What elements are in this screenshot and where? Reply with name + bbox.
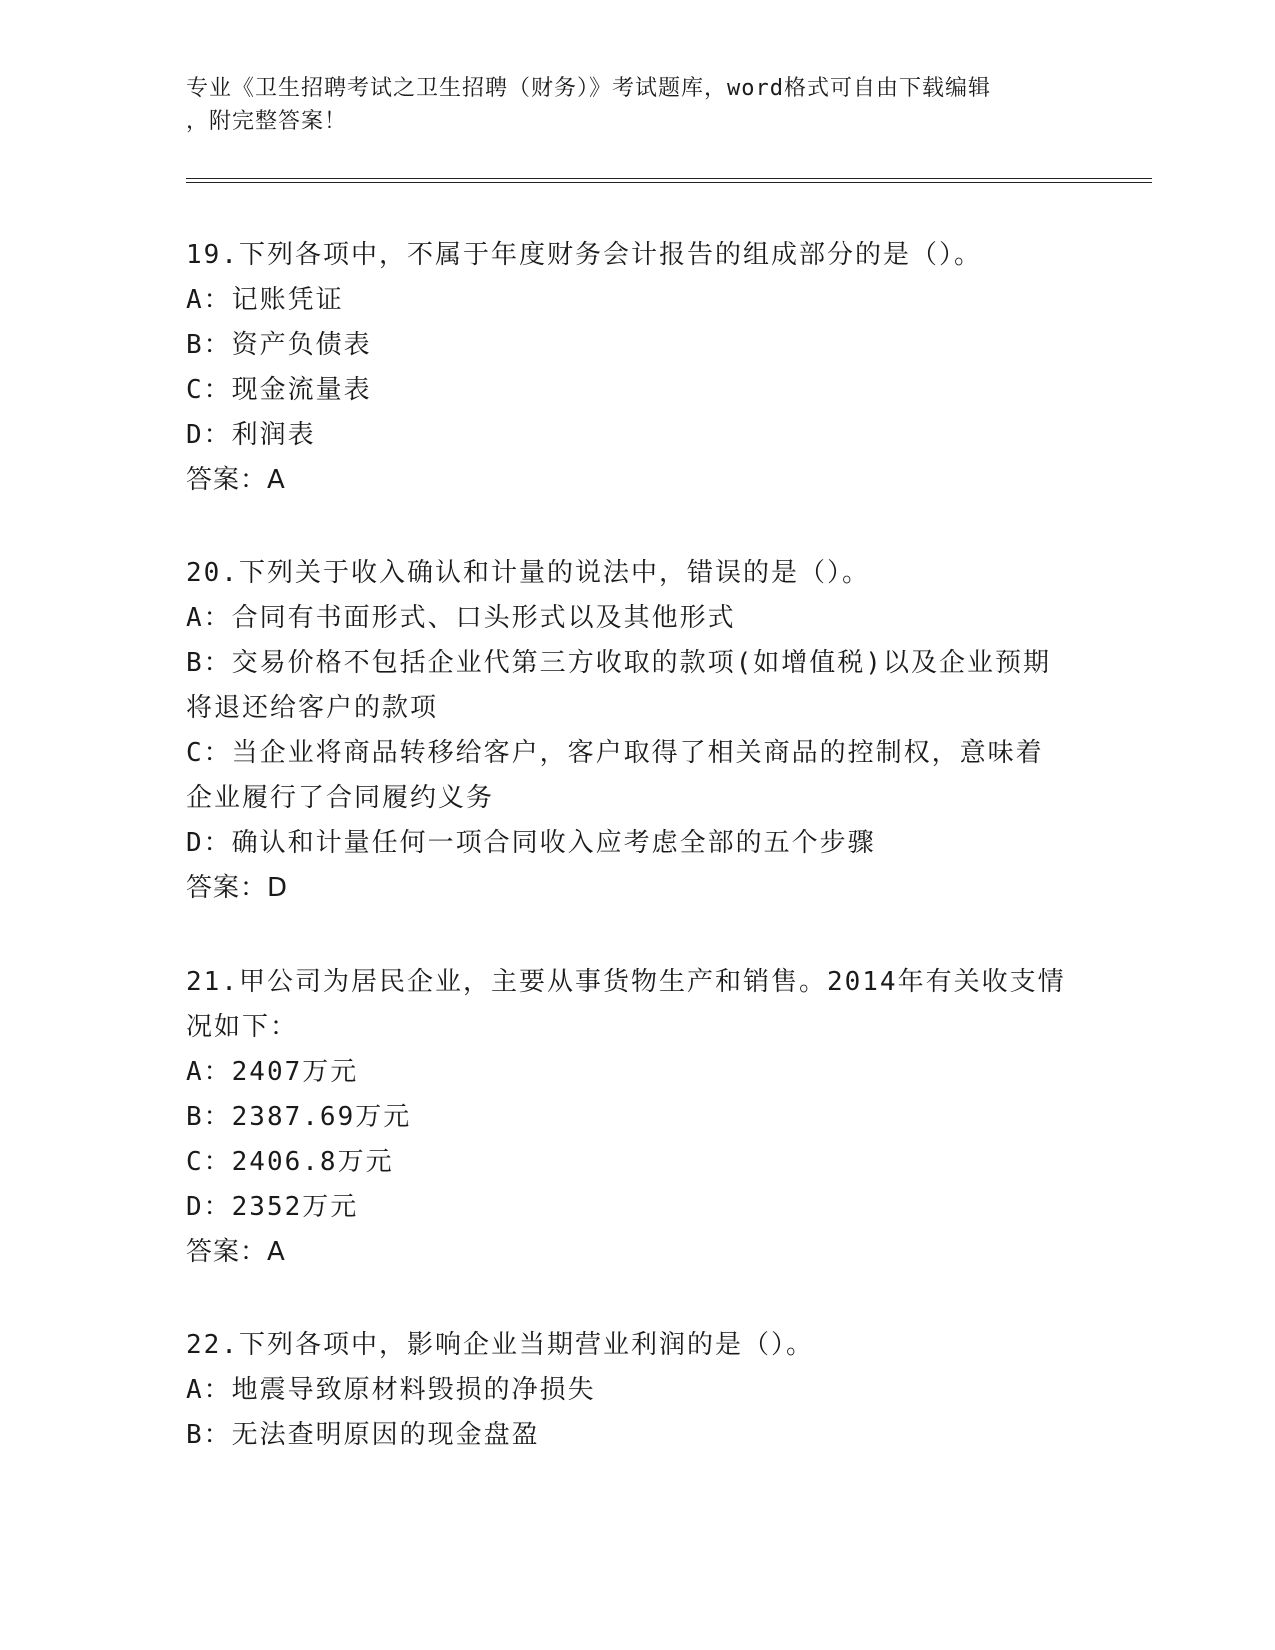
answer: 答案：A [186,465,286,495]
question-21 [186,960,1086,1275]
header-double-rule [186,178,1152,183]
option-b: B：无法查明原因的现金盘盈 [186,1420,540,1450]
option-c: C：当企业将商品转移给客户，客户取得了相关商品的控制权，意味着 [186,738,1044,768]
option-a: A：记账凭证 [186,285,344,315]
option-d: D：确认和计量任何一项合同收入应考虑全部的五个步骤 [186,828,876,858]
question-stem: 19.下列各项中，不属于年度财务会计报告的组成部分的是（）。 [186,240,982,270]
question-22 [186,1323,1086,1458]
option-a: A：地震导致原材料毁损的净损失 [186,1375,596,1405]
question-stem-continued: 况如下： [186,1012,299,1042]
option-a: A：合同有书面形式、口头形式以及其他形式 [186,603,736,633]
option-c: C：2406.8万元 [186,1147,394,1177]
option-a: A：2407万元 [186,1057,359,1087]
option-b: B：资产负债表 [186,330,372,360]
header-line-2: ，附完整答案！ [186,109,348,134]
question-stem: 22.下列各项中，影响企业当期营业利润的是（）。 [186,1330,814,1360]
answer: 答案：A [186,1237,286,1267]
option-d: D：利润表 [186,420,316,450]
option-b-continued: 将退还给客户的款项 [186,693,439,723]
document-header [186,72,1066,138]
question-stem: 21.甲公司为居民企业，主要从事货物生产和销售。2014年有关收支情 [186,967,1066,997]
question-19 [186,233,1086,503]
option-b: B：交易价格不包括企业代第三方收取的款项(如增值税)以及企业预期 [186,648,1051,678]
option-c: C：现金流量表 [186,375,372,405]
option-b: B：2387.69万元 [186,1102,412,1132]
question-stem: 20.下列关于收入确认和计量的说法中，错误的是（）。 [186,558,870,588]
answer: 答案：D [186,873,289,903]
question-20 [186,551,1086,911]
header-line-1: 专业《卫生招聘考试之卫生招聘（财务）》考试题库，word格式可自由下载编辑 [186,76,991,101]
option-d: D：2352万元 [186,1192,359,1222]
option-c-continued: 企业履行了合同履约义务 [186,783,495,813]
